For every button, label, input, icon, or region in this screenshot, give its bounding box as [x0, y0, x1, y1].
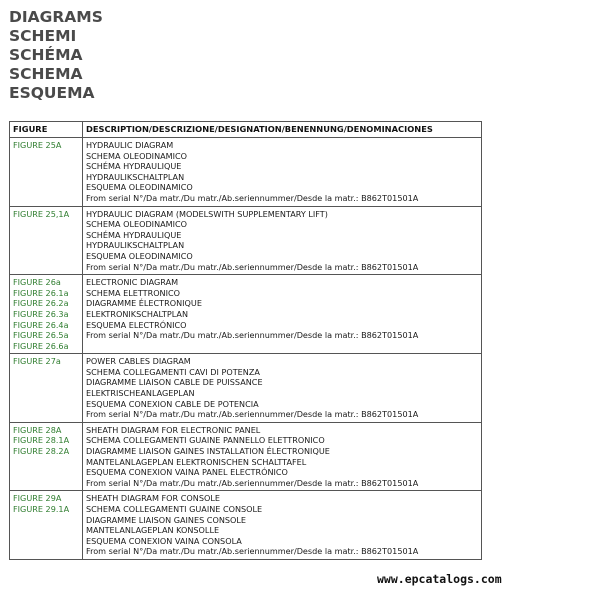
description-line: DIAGRAMME LIAISON GAINES CONSOLE — [86, 514, 247, 525]
page-title-de: SCHEMA — [9, 65, 83, 83]
description-line: ESQUEMA OLEODINAMICO — [86, 250, 193, 261]
description-line: SCHEMA COLLEGAMENTI GUAINE PANNELLO ELETTRONICO — [86, 435, 325, 446]
figure-link[interactable]: FIGURE 25,1A — [13, 208, 70, 219]
figure-link[interactable]: FIGURE 29A — [13, 493, 62, 504]
description-cell — [83, 275, 482, 354]
table-row — [10, 275, 482, 354]
table-row — [10, 206, 482, 275]
figure-link[interactable]: FIGURE 26.2a — [13, 298, 69, 309]
description-line: POWER CABLES DIAGRAM — [86, 356, 191, 367]
table-row — [10, 491, 482, 560]
description-column-header: DESCRIPTION/DESCRIZIONE/DESIGNATION/BENENNUNG/DENOMINACIONES — [83, 122, 482, 138]
figure-column-header: FIGURE — [10, 122, 83, 138]
description-line: MANTELANLAGEPLAN ELEKTRONISCHEN SCHALTTAFEL — [86, 456, 307, 467]
serial-number-line: From serial N°/Da matr./Du matr./Ab.seriennummer/Desde la matr.: B862T01501A — [86, 409, 419, 420]
description-line: DIAGRAMME ÉLECTRONIQUE — [86, 298, 202, 309]
table-header-row — [10, 122, 482, 138]
description-line: SHEATH DIAGRAM FOR CONSOLE — [86, 493, 220, 504]
figure-link[interactable]: FIGURE 26.3a — [13, 308, 69, 319]
figure-cell — [10, 206, 83, 275]
description-cell — [83, 491, 482, 560]
serial-number-line: From serial N°/Da matr./Du matr./Ab.seriennummer/Desde la matr.: B862T01501A — [86, 261, 419, 272]
figure-cell — [10, 354, 83, 423]
description-line: ESQUEMA CONEXION CABLE DE POTENCIA — [86, 398, 259, 409]
table-row — [10, 422, 482, 491]
description-line: HYDRAULIKSCHALTPLAN — [86, 240, 185, 251]
description-line: DIAGRAMME LIAISON GAINES INSTALLATION ÉLECTRONIQUE — [86, 446, 330, 457]
description-line: SCHÉMA HYDRAULIQUE — [86, 229, 182, 240]
table-body — [10, 138, 482, 560]
page-title-it: SCHEMI — [9, 27, 77, 45]
figure-link[interactable]: FIGURE 27a — [13, 356, 61, 367]
figure-link[interactable]: FIGURE 28.1A — [13, 435, 70, 446]
figure-link[interactable]: FIGURE 28.2A — [13, 446, 70, 457]
description-line: SCHEMA OLEODINAMICO — [86, 150, 188, 161]
serial-number-line: From serial N°/Da matr./Du matr./Ab.seriennummer/Desde la matr.: B862T01501A — [86, 192, 419, 203]
description-line: HYDRAULIC DIAGRAM (MODELSWITH SUPPLEMENTARY LIFT) — [86, 208, 328, 219]
description-line: SCHEMA ELETTRONICO — [86, 287, 181, 298]
figure-link[interactable]: FIGURE 26.6a — [13, 340, 69, 351]
figure-cell — [10, 138, 83, 207]
description-cell — [83, 206, 482, 275]
description-line: ESQUEMA ELECTRÓNICO — [86, 319, 187, 330]
serial-number-line: From serial N°/Da matr./Du matr./Ab.seriennummer/Desde la matr.: B862T01501A — [86, 330, 419, 341]
figure-cell — [10, 422, 83, 491]
description-line: HYDRAULIC DIAGRAM — [86, 140, 174, 150]
figure-cell — [10, 491, 83, 560]
figure-cell — [10, 275, 83, 354]
description-cell — [83, 138, 482, 207]
description-cell — [83, 354, 482, 423]
table-row — [10, 138, 482, 207]
description-line: ELECTRONIC DIAGRAM — [86, 277, 179, 288]
description-line: HYDRAULIKSCHALTPLAN — [86, 171, 185, 182]
description-cell — [83, 422, 482, 491]
figure-link[interactable]: FIGURE 26.5a — [13, 330, 69, 341]
description-line: ELEKTRONIKSCHALTPLAN — [86, 308, 189, 319]
description-line: SCHÉMA HYDRAULIQUE — [86, 161, 182, 172]
description-line: SHEATH DIAGRAM FOR ELECTRONIC PANEL — [86, 424, 261, 435]
figure-link[interactable]: FIGURE 26.1a — [13, 287, 69, 298]
page-title-en: DIAGRAMS — [9, 8, 103, 26]
figure-link[interactable]: FIGURE 25A — [13, 140, 62, 150]
serial-number-line: From serial N°/Da matr./Du matr./Ab.seriennummer/Desde la matr.: B862T01501A — [86, 477, 419, 488]
description-line: SCHEMA COLLEGAMENTI GUAINE CONSOLE — [86, 504, 263, 514]
description-line: ESQUEMA OLEODINAMICO — [86, 182, 193, 193]
figure-link[interactable]: FIGURE 26a — [13, 277, 61, 288]
table-row — [10, 354, 482, 423]
serial-number-line: From serial N°/Da matr./Du matr./Ab.seriennummer/Desde la matr.: B862T01501A — [86, 546, 419, 557]
description-line: ELEKTRISCHEANLAGEPLAN — [86, 388, 195, 399]
diagrams-table — [9, 121, 482, 560]
description-line: ESQUEMA CONEXION VAINA CONSOLA — [86, 535, 242, 546]
page-title-es: ESQUEMA — [9, 84, 95, 102]
description-line: SCHEMA COLLEGAMENTI CAVI DI POTENZA — [86, 366, 260, 377]
figure-link[interactable]: FIGURE 26.4a — [13, 319, 69, 330]
description-line: SCHEMA OLEODINAMICO — [86, 219, 188, 230]
page-title-block — [9, 8, 103, 103]
footer-url: www.epcatalogs.com — [377, 572, 502, 586]
description-line: DIAGRAMME LIAISON CABLE DE PUISSANCE — [86, 377, 263, 388]
figure-link[interactable]: FIGURE 28A — [13, 424, 62, 435]
description-line: ESQUEMA CONEXION VAINA PANEL ELECTRÓNICO — [86, 467, 288, 478]
description-line: MANTELANLAGEPLAN KONSOLLE — [86, 525, 220, 536]
page-title-fr: SCHÉMA — [9, 46, 83, 64]
figure-link[interactable]: FIGURE 29.1A — [13, 504, 70, 514]
